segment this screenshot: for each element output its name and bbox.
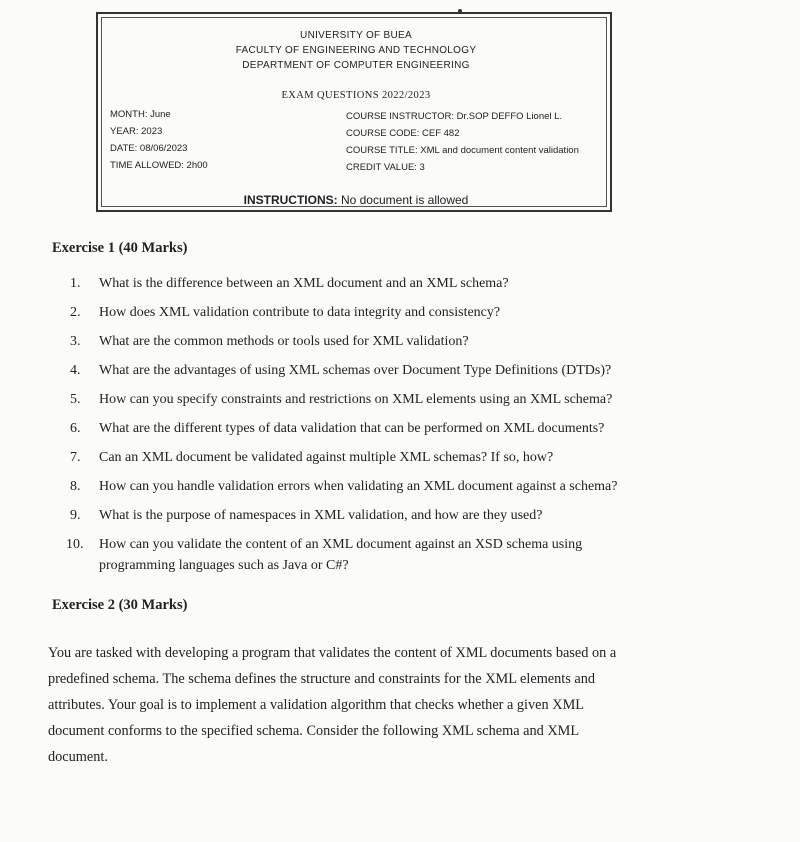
question-text: What is the difference between an XML document and an XML schema?	[99, 276, 509, 291]
university-name: UNIVERSITY OF BUEA	[300, 30, 412, 41]
question-text: What is the purpose of namespaces in XML validation, and how are they used?	[99, 508, 543, 523]
paragraph-line: attributes. Your goal is to implement a validation algorithm that checks whether a given XML	[48, 697, 585, 713]
exercise2-heading: Exercise 2 (30 Marks)	[52, 597, 188, 613]
question-number: 7.	[70, 450, 81, 465]
month-field: MONTH: June	[110, 109, 171, 120]
exam-meta-left	[110, 106, 208, 174]
question-text: How can you handle validation errors when validating an XML document against a schema?	[99, 479, 618, 494]
question-text: Can an XML document be validated against multiple XML schemas? If so, how?	[99, 450, 554, 465]
exercise2-paragraph	[48, 640, 698, 770]
question-number: 6.	[70, 421, 81, 436]
exam-meta-right	[346, 108, 579, 176]
question-number: 4.	[70, 363, 81, 378]
question-number: 1.	[70, 276, 81, 291]
credit-value-field: CREDIT VALUE: 3	[346, 162, 425, 173]
question-number: 2.	[70, 305, 81, 320]
date-field: DATE: 08/06/2023	[110, 143, 188, 154]
question-number: 10.	[66, 537, 84, 552]
exam-title: EXAM QUESTIONS 2022/2023	[281, 90, 431, 101]
question-number: 3.	[70, 334, 81, 349]
paragraph-line: predefined schema. The schema defines the structure and constraints for the XML elements and	[48, 671, 596, 687]
faculty-name: FACULTY OF ENGINEERING AND TECHNOLOGY	[235, 45, 477, 56]
question-text: How can you specify constraints and restrictions on XML elements using an XML schema?	[99, 392, 613, 407]
instructions	[98, 193, 614, 207]
question-number: 8.	[70, 479, 81, 494]
paragraph-line: document.	[48, 749, 108, 765]
question-text: What are the different types of data validation that can be performed on XML documents?	[99, 421, 605, 436]
time-allowed-field: TIME ALLOWED: 2h00	[110, 160, 208, 171]
question-text: What are the advantages of using XML schemas over Document Type Definitions (DTDs)?	[99, 363, 612, 378]
paragraph-line: You are tasked with developing a program that validates the content of XML documents based on a	[48, 645, 617, 661]
department-name: DEPARTMENT OF COMPUTER ENGINEERING	[242, 60, 470, 71]
question-text-continued: programming languages such as Java or C#?	[99, 558, 349, 573]
instructions-text: No document is allowed	[337, 193, 469, 207]
exam-header-box	[96, 12, 612, 212]
question-text: What are the common methods or tools used for XML validation?	[99, 334, 469, 349]
instructions-label: INSTRUCTIONS:	[243, 193, 338, 207]
course-instructor-field: COURSE INSTRUCTOR: Dr.SOP DEFFO Lionel L.	[346, 111, 563, 122]
year-field: YEAR: 2023	[110, 126, 163, 137]
question-number: 5.	[70, 392, 81, 407]
course-code-field: COURSE CODE: CEF 482	[346, 128, 460, 139]
question-text: How does XML validation contribute to data integrity and consistency?	[99, 305, 501, 320]
exercise1-heading: Exercise 1 (40 Marks)	[52, 240, 188, 256]
course-title-field: COURSE TITLE: XML and document content validation	[346, 145, 579, 156]
question-number: 9.	[70, 508, 81, 523]
paragraph-line: document conforms to the specified schema. Consider the following XML schema and XML	[48, 723, 580, 739]
question-text: How can you validate the content of an XML document against an XSD schema using	[99, 537, 583, 552]
